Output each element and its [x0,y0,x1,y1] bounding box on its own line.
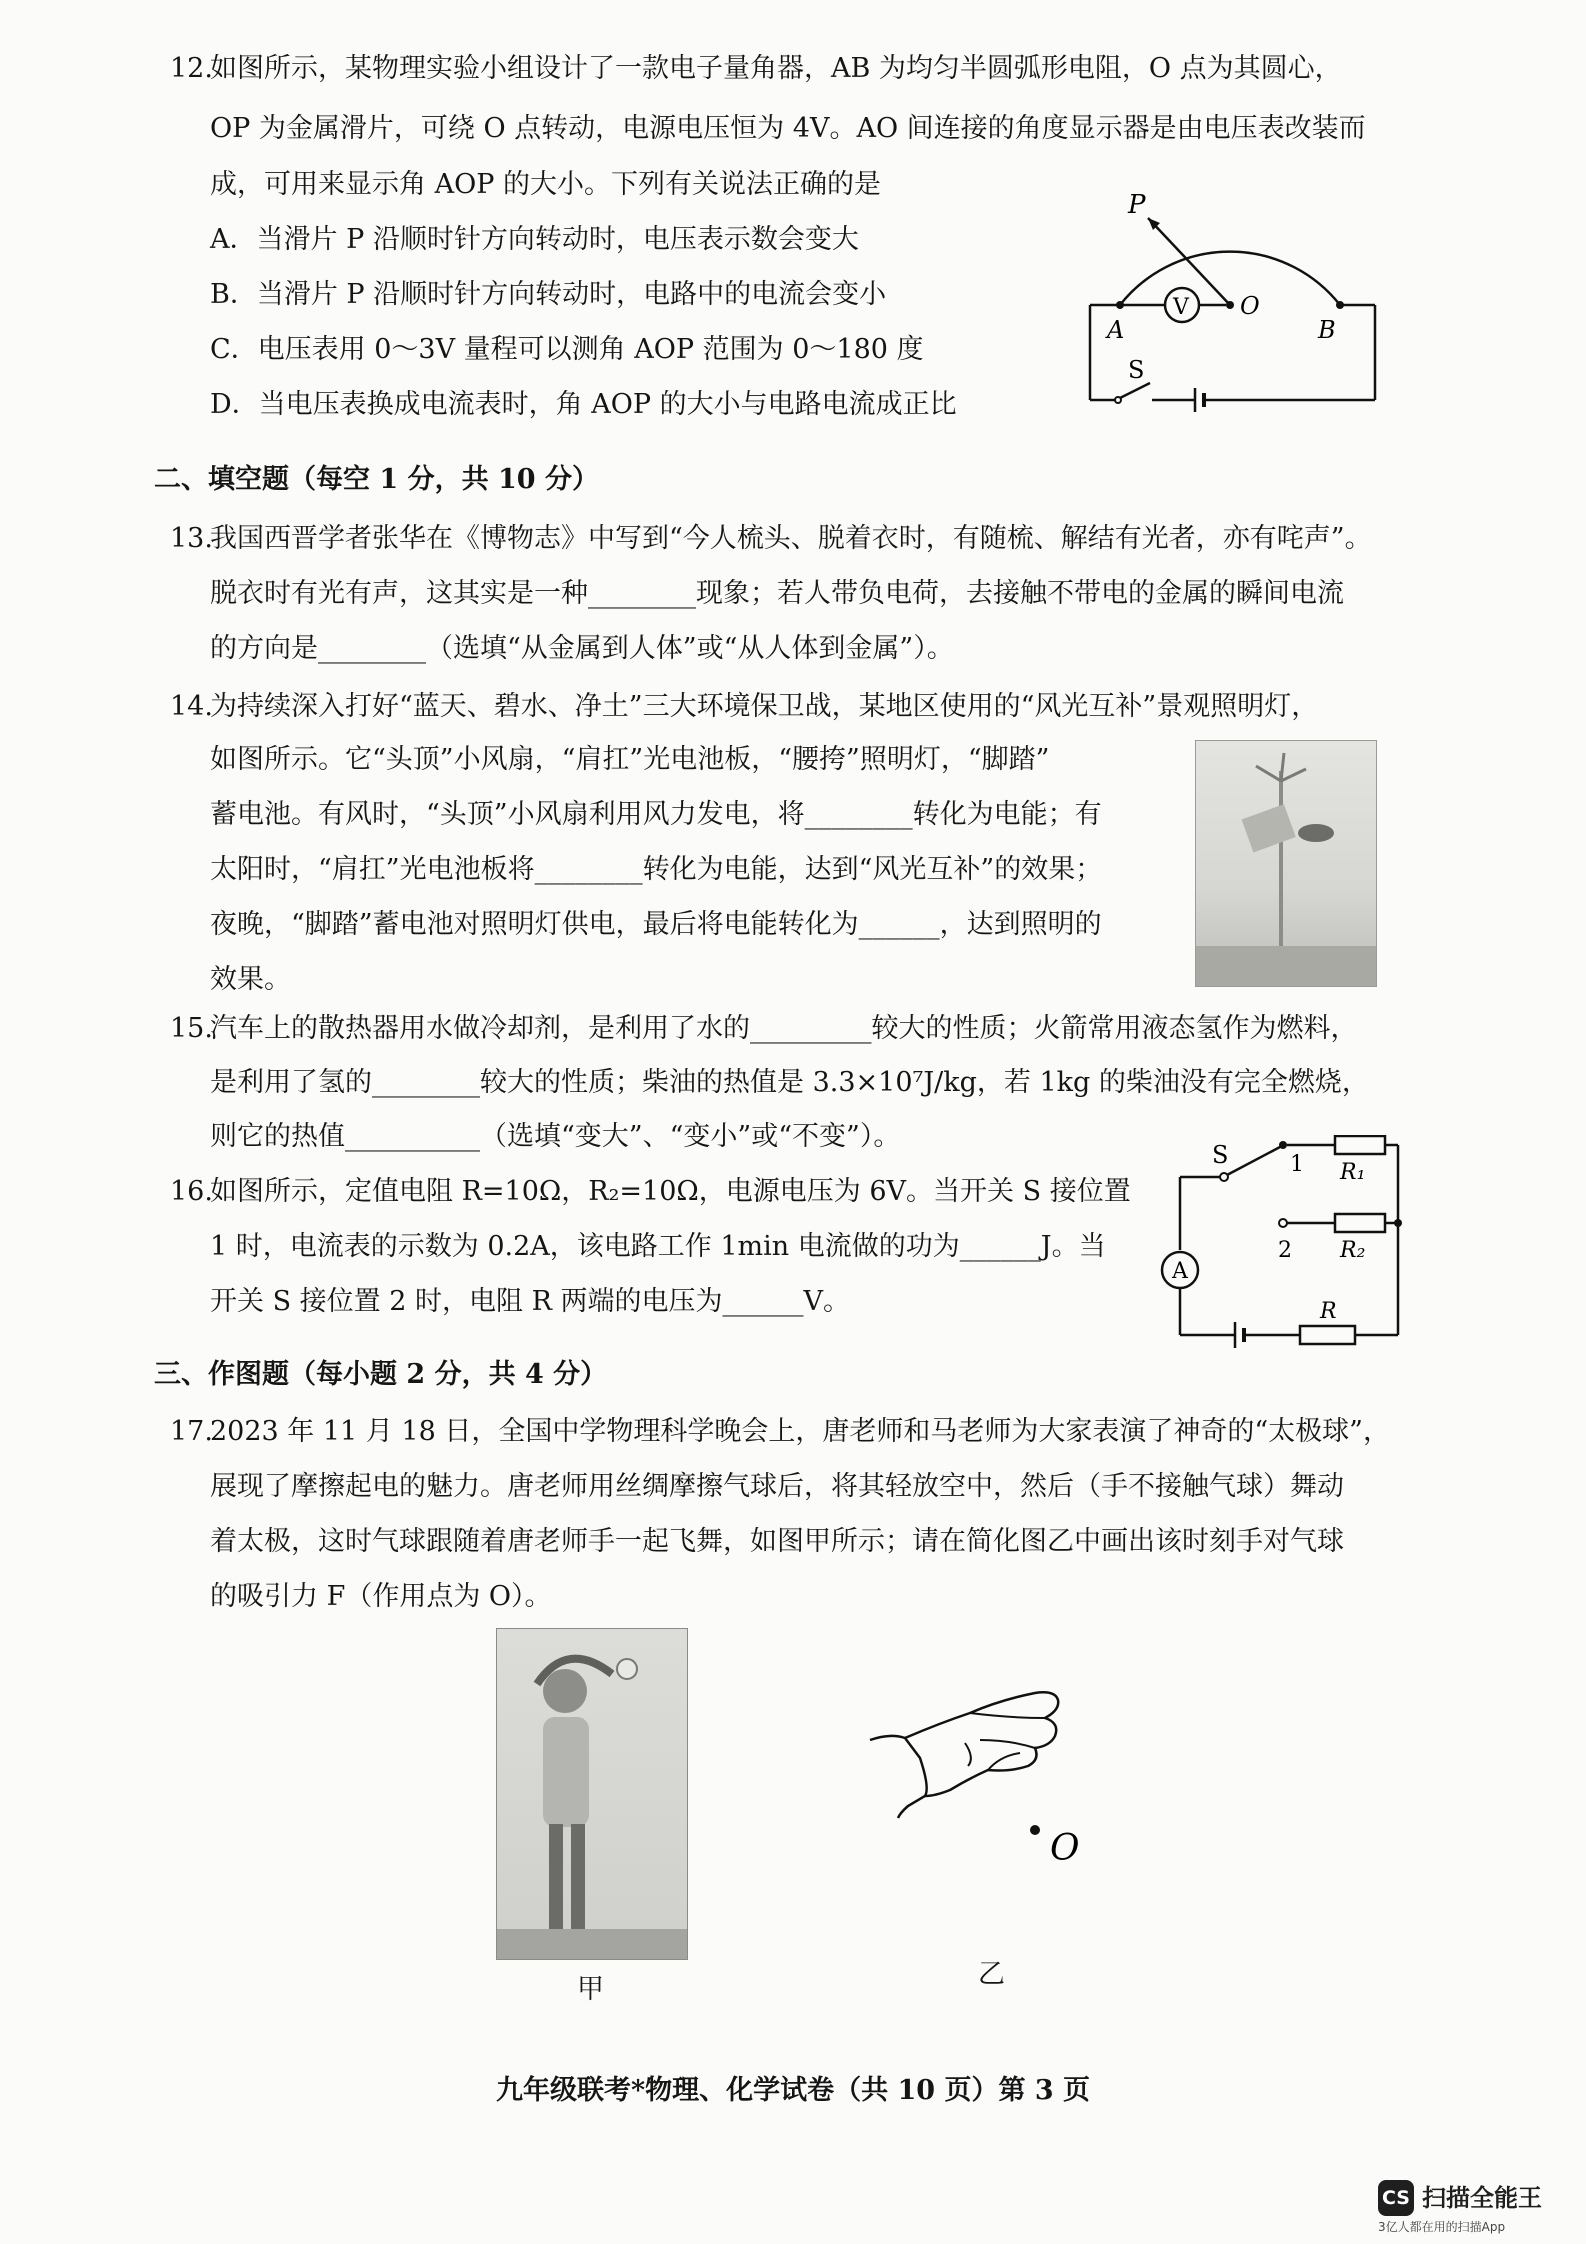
q16-line-2: 1 时，电流表的示数为 0.2A，该电路工作 1min 电流做的功为______J。当 [210,1231,1106,1262]
q14-line-6: 效果。 [210,964,291,995]
q17-number: 17. [170,1416,213,1447]
cs-logo-icon: CS [1378,2180,1414,2216]
q12-option-c: C．电压表用 0～3V 量程可以测角 AOP 范围为 0～180 度 [210,334,924,365]
q12-line-2: OP 为金属滑片，可绕 O 点转动，电源电压恒为 4V。AO 间连接的角度显示器是由电压表改装而 [210,113,1366,144]
page-footer: 九年级联考*物理、化学试卷（共 10 页）第 3 页 [495,2075,1091,2106]
q14-line-5: 夜晚，“脚踏”蓄电池对照明灯供电，最后将电能转化为______，达到照明的 [210,909,1102,940]
q17-hand-figure [860,1678,1090,1878]
watermark-brand: 扫描全能王 [1422,2184,1542,2212]
q17-performer-icon [497,1629,687,1959]
q16-label-ammeter: A [1172,1259,1188,1284]
q16-line-3: 开关 S 接位置 2 时，电阻 R 两端的电压为______V。 [210,1286,850,1317]
q16-circuit-figure [1160,1135,1410,1360]
q12-label-v: V [1173,295,1189,320]
q17-caption-b: 乙 [978,1959,1005,1990]
q16-label-2: 2 [1278,1238,1292,1263]
q14-number: 14. [170,691,213,722]
q14-line-3: 蓄电池。有风时，“头顶”小风扇利用风力发电，将________转化为电能；有 [210,799,1102,830]
watermark-tagline: 3亿人都在用的扫描App [1378,2220,1506,2234]
q12-option-d: D．当电压表换成电流表时，角 AOP 的大小与电路电流成正比 [210,389,957,420]
q13-line-1: 我国西晋学者张华在《博物志》中写到“今人梳头、脱着衣时，有随梳、解结有光者，亦有咤声”。 [210,523,1372,554]
q17-line-3: 着太极，这时气球跟随着唐老师手一起飞舞，如图甲所示；请在简化图乙中画出该时刻手对气球 [210,1526,1344,1557]
q15-line-2: 是利用了氢的________较大的性质；柴油的热值是 3.3×10⁷J/kg，若 1kg 的柴油没有完全燃烧， [210,1067,1369,1098]
q17-point-o-label: O [1050,1828,1080,1869]
q15-line-1: 汽车上的散热器用水做冷却剂，是利用了水的_________较大的性质；火箭常用液态氢作为燃料， [210,1013,1358,1044]
q16-number: 16. [170,1176,213,1207]
q12-label-s: S [1128,356,1145,384]
q14-line-4: 太阳时，“肩扛”光电池板将________转化为电能，达到“风光互补”的效果； [210,854,1103,885]
q13-number: 13. [170,523,213,554]
q12-label-b: B [1318,316,1336,344]
q16-line-1: 如图所示，定值电阻 R=10Ω，R₂=10Ω，电源电压为 6V。当开关 S 接位置 [210,1176,1131,1207]
q16-label-r1: R₁ [1340,1160,1366,1185]
section-3-title: 三、作图题（每小题 2 分，共 4 分） [154,1359,608,1390]
q14-line-2: 如图所示。它“头顶”小风扇，“肩扛”光电池板，“腰挎”照明灯，“脚踏” [210,744,1050,775]
q16-label-1: 1 [1290,1152,1304,1177]
q16-label-r2: R₂ [1340,1238,1366,1263]
section-2-title: 二、填空题（每空 1 分，共 10 分） [154,464,599,495]
q15-line-3: 则它的热值__________（选填“变大”、“变小”或“不变”）。 [210,1121,901,1152]
q13-line-2: 脱衣时有光有声，这其实是一种________现象；若人带负电荷，去接触不带电的金属的瞬间电流 [210,578,1344,609]
q15-number: 15. [170,1013,213,1044]
q16-label-r: R [1320,1299,1337,1324]
q14-lamp-photo [1195,740,1377,987]
scanner-watermark [1378,2174,1574,2234]
q12-label-o: O [1240,292,1260,320]
q17-line-1: 2023 年 11 月 18 日，全国中学物理科学晚会上，唐老师和马老师为大家表演了神奇的“太极球”， [210,1416,1390,1447]
q12-line-3: 成，可用来显示角 AOP 的大小。下列有关说法正确的是 [210,169,881,200]
q12-circuit-figure [1080,185,1400,420]
q14-line-1: 为持续深入打好“蓝天、碧水、净土”三大环境保卫战，某地区使用的“风光互补”景观照明灯， [210,691,1319,722]
q12-label-a: A [1107,316,1125,344]
q16-label-s: S [1212,1141,1229,1169]
q14-lamp-icon [1196,741,1376,986]
q17-photo-a [496,1628,688,1960]
q12-label-p: P [1128,190,1146,220]
q12-number: 12. [170,53,213,84]
q17-caption-a: 甲 [577,1974,604,2005]
q12-line-1: 如图所示，某物理实验小组设计了一款电子量角器，AB 为均匀半圆弧形电阻，O 点为其圆心， [210,53,1342,84]
q17-line-2: 展现了摩擦起电的魅力。唐老师用丝绸摩擦气球后，将其轻放空中，然后（手不接触气球）舞动 [210,1471,1344,1502]
q13-line-3: 的方向是________（选填“从金属到人体”或“从人体到金属”）。 [210,633,954,664]
q17-line-4: 的吸引力 F（作用点为 O）。 [210,1581,552,1612]
q12-option-a: A．当滑片 P 沿顺时针方向转动时，电压表示数会变大 [210,224,859,255]
q12-option-b: B．当滑片 P 沿顺时针方向转动时，电路中的电流会变小 [210,279,887,310]
